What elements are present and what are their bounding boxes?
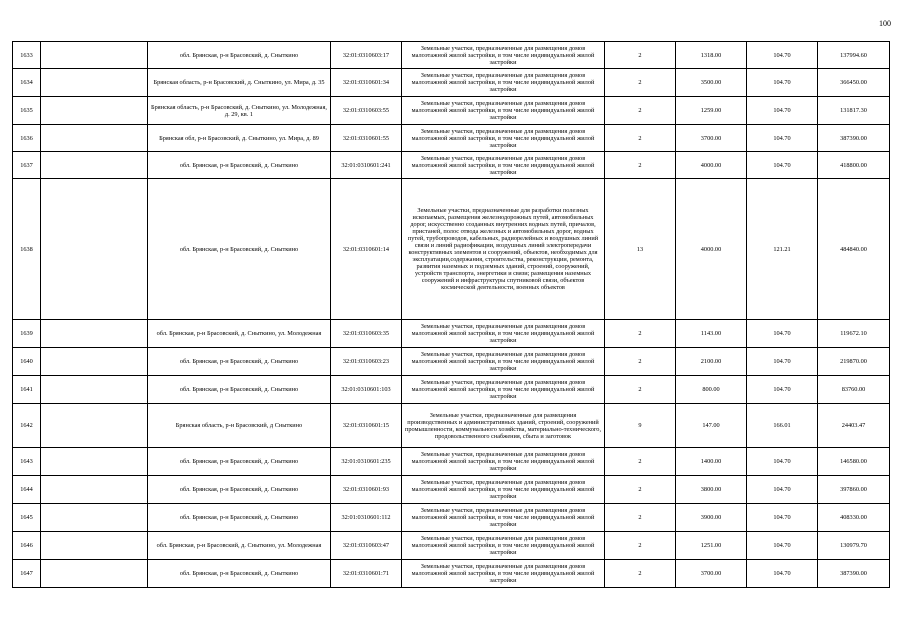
land-purpose-cell: Земельные участки, предназначенные для размещения домов малоэтажной жилой застройки, в том числе индивидуальной жилой застройки [402, 504, 605, 532]
page-number: 100 [879, 19, 891, 28]
table-row [13, 42, 890, 69]
land-purpose-cell: Земельные участки, предназначенные для размещения домов малоэтажной жилой застройки, в том числе индивидуальной жилой застройки [402, 97, 605, 125]
land-purpose-cell: Земельные участки, предназначенные для размещения домов малоэтажной жилой застройки, в том числе индивидуальной жилой застройки [402, 448, 605, 476]
land-purpose-cell: Земельные участки, предназначенные для размещения домов малоэтажной жилой застройки, в том числе индивидуальной жилой застройки [402, 42, 605, 69]
table-row [13, 560, 890, 588]
cadastral-value-cell: 137994.60 [818, 42, 890, 69]
cadastral-value-cell: 397860.00 [818, 476, 890, 504]
empty-cell [41, 152, 148, 179]
cadastral-number-cell: 32:01:0310601:241 [331, 152, 402, 179]
empty-cell [41, 404, 148, 448]
row-number: 1644 [13, 476, 41, 504]
specific-value-cell: 104.70 [747, 42, 818, 69]
row-number: 1643 [13, 448, 41, 476]
specific-value-cell: 104.70 [747, 125, 818, 152]
row-number: 1634 [13, 69, 41, 97]
land-purpose-cell: Земельные участки, предназначенные для размещения домов малоэтажной жилой застройки, в том числе индивидуальной жилой застройки [402, 152, 605, 179]
land-purpose-cell: Земельные участки, предназначенные для размещения домов малоэтажной жилой застройки, в том числе индивидуальной жилой застройки [402, 348, 605, 376]
table-row [13, 125, 890, 152]
land-purpose-cell: Земельные участки, предназначенные для размещения домов малоэтажной жилой застройки, в том числе индивидуальной жилой застройки [402, 320, 605, 348]
specific-value-cell: 104.70 [747, 69, 818, 97]
area-cell: 4000.00 [676, 152, 747, 179]
address-cell: обл. Брянская, р-н Брасовский, д. Сныткино [148, 376, 331, 404]
land-purpose-cell: Земельные участки, предназначенные для размещения домов малоэтажной жилой застройки, в том числе индивидуальной жилой застройки [402, 532, 605, 560]
area-cell: 3800.00 [676, 476, 747, 504]
specific-value-cell: 104.70 [747, 476, 818, 504]
address-cell: обл. Брянская, р-н Брасовский, д. Сныткино [148, 504, 331, 532]
table-row [13, 476, 890, 504]
land-purpose-cell: Земельные участки, предназначенные для размещения домов малоэтажной жилой застройки, в том числе индивидуальной жилой застройки [402, 560, 605, 588]
address-cell: обл. Брянская, р-н Брасовский, д. Сныткино, ул. Молодежная [148, 532, 331, 560]
area-cell: 2100.00 [676, 348, 747, 376]
empty-cell [41, 476, 148, 504]
table-row [13, 376, 890, 404]
area-cell: 3900.00 [676, 504, 747, 532]
cadastral-number-cell: 32:01:0310601:55 [331, 125, 402, 152]
cadastral-value-cell: 24403.47 [818, 404, 890, 448]
specific-value-cell: 104.70 [747, 152, 818, 179]
specific-value-cell: 104.70 [747, 348, 818, 376]
empty-cell [41, 69, 148, 97]
row-number: 1645 [13, 504, 41, 532]
purpose-group-cell: 9 [605, 404, 676, 448]
land-purpose-cell: Земельные участки, предназначенные для размещения домов малоэтажной жилой застройки, в том числе индивидуальной жилой застройки [402, 125, 605, 152]
area-cell: 1251.00 [676, 532, 747, 560]
table-row [13, 152, 890, 179]
purpose-group-cell: 2 [605, 376, 676, 404]
specific-value-cell: 104.70 [747, 560, 818, 588]
table-row [13, 320, 890, 348]
specific-value-cell: 121.21 [747, 179, 818, 320]
cadastral-number-cell: 32:01:0310603:55 [331, 97, 402, 125]
cadastral-number-cell: 32:01:0310601:14 [331, 179, 402, 320]
land-purpose-cell: Земельные участки, предназначенные для размещения домов малоэтажной жилой застройки, в том числе индивидуальной жилой застройки [402, 476, 605, 504]
cadastral-value-cell: 387390.00 [818, 560, 890, 588]
purpose-group-cell: 2 [605, 532, 676, 560]
purpose-group-cell: 2 [605, 560, 676, 588]
area-cell: 1318.00 [676, 42, 747, 69]
cadastral-number-cell: 32:01:0310601:235 [331, 448, 402, 476]
land-purpose-cell: Земельные участки, предназначенные для размещения домов малоэтажной жилой застройки, в том числе индивидуальной жилой застройки [402, 69, 605, 97]
purpose-group-cell: 2 [605, 97, 676, 125]
table-row [13, 448, 890, 476]
address-cell: обл. Брянская, р-н Брасовский, д. Сныткино [148, 560, 331, 588]
empty-cell [41, 320, 148, 348]
row-number: 1642 [13, 404, 41, 448]
row-number: 1639 [13, 320, 41, 348]
empty-cell [41, 448, 148, 476]
empty-cell [41, 532, 148, 560]
cadastral-value-cell: 146580.00 [818, 448, 890, 476]
address-cell: обл. Брянская, р-н Брасовский, д. Сныткино [148, 448, 331, 476]
table-body [13, 42, 890, 588]
specific-value-cell: 104.70 [747, 504, 818, 532]
land-purpose-cell: Земельные участки, предназначенные для разработки полезных ископаемых, размещения железнодорожных путей, автомобильных дорог, искусственно созданных внутренних водных путей, причалов, пристаней, полос отвода железных и автомобильных дорог, водных путей, трубопроводов, кабельных, радиорелейных и воздушных линий связи и линий радиофикации, воздушных линий электропередачи конструктивных элементов и сооружений, объектов, необходимых для эксплуатации,содержания, строительства, реконструкции, ремонта, развития наземных и подземных зданий, строений, сооружений, устройств транспорта, энергетики и связи; размещения наземных сооружений и инфраструктуры спутниковой связи, объектов космической деятельности, военных объектов [402, 179, 605, 320]
address-cell: Брянская обл, р-н Брасовский, д. Сныткино, ул. Мира, д. 89 [148, 125, 331, 152]
cadastral-number-cell: 32:01:0310603:35 [331, 320, 402, 348]
specific-value-cell: 104.70 [747, 376, 818, 404]
cadastral-value-cell: 484840.00 [818, 179, 890, 320]
address-cell: обл. Брянская, р-н Брасовский, д. Сныткино [148, 348, 331, 376]
empty-cell [41, 376, 148, 404]
area-cell: 3700.00 [676, 560, 747, 588]
purpose-group-cell: 2 [605, 320, 676, 348]
empty-cell [41, 97, 148, 125]
empty-cell [41, 504, 148, 532]
purpose-group-cell: 2 [605, 69, 676, 97]
purpose-group-cell: 2 [605, 476, 676, 504]
table-row [13, 532, 890, 560]
table-row [13, 504, 890, 532]
address-cell: обл. Брянская, р-н Брасовский, д. Сныткино [148, 42, 331, 69]
table-row [13, 404, 890, 448]
empty-cell [41, 42, 148, 69]
empty-cell [41, 125, 148, 152]
cadastral-value-cell: 131817.30 [818, 97, 890, 125]
area-cell: 1259.00 [676, 97, 747, 125]
empty-cell [41, 348, 148, 376]
cadastral-value-cell: 83760.00 [818, 376, 890, 404]
purpose-group-cell: 2 [605, 42, 676, 69]
address-cell: обл. Брянская, р-н Брасовский, д. Сныткино [148, 179, 331, 320]
cadastral-number-cell: 32:01:0310603:17 [331, 42, 402, 69]
cadastral-number-cell: 32:01:0310601:93 [331, 476, 402, 504]
row-number: 1638 [13, 179, 41, 320]
area-cell: 1400.00 [676, 448, 747, 476]
row-number: 1637 [13, 152, 41, 179]
cadastral-value-cell: 366450.00 [818, 69, 890, 97]
area-cell: 147.00 [676, 404, 747, 448]
row-number: 1641 [13, 376, 41, 404]
area-cell: 3700.00 [676, 125, 747, 152]
address-cell: Брянская область, р-н Брасовский, д Сныткино [148, 404, 331, 448]
cadastral-value-cell: 387390.00 [818, 125, 890, 152]
empty-cell [41, 560, 148, 588]
address-cell: Брянская область, р-н Брасовский, д. Сныткино, ул. Мира, д. 35 [148, 69, 331, 97]
row-number: 1633 [13, 42, 41, 69]
cadastral-number-cell: 32:01:0310601:15 [331, 404, 402, 448]
purpose-group-cell: 2 [605, 125, 676, 152]
specific-value-cell: 166.01 [747, 404, 818, 448]
purpose-group-cell: 2 [605, 448, 676, 476]
area-cell: 1143.00 [676, 320, 747, 348]
address-cell: обл. Брянская, р-н Брасовский, д. Сныткино, ул. Молодежная [148, 320, 331, 348]
row-number: 1647 [13, 560, 41, 588]
specific-value-cell: 104.70 [747, 97, 818, 125]
purpose-group-cell: 2 [605, 348, 676, 376]
cadastral-number-cell: 32:01:0310601:71 [331, 560, 402, 588]
specific-value-cell: 104.70 [747, 532, 818, 560]
row-number: 1636 [13, 125, 41, 152]
table-row [13, 69, 890, 97]
table-row [13, 348, 890, 376]
cadastral-value-cell: 130979.70 [818, 532, 890, 560]
cadastral-value-cell: 119672.10 [818, 320, 890, 348]
specific-value-cell: 104.70 [747, 320, 818, 348]
cadastral-number-cell: 32:01:0310601:112 [331, 504, 402, 532]
row-number: 1640 [13, 348, 41, 376]
table-row [13, 97, 890, 125]
address-cell: Брянская область, р-н Брасовский, д. Сныткино, ул. Молодежная, д. 29, кв. 1 [148, 97, 331, 125]
area-cell: 800.00 [676, 376, 747, 404]
specific-value-cell: 104.70 [747, 448, 818, 476]
area-cell: 3500.00 [676, 69, 747, 97]
cadastral-value-cell: 219870.00 [818, 348, 890, 376]
purpose-group-cell: 2 [605, 504, 676, 532]
area-cell: 4000.00 [676, 179, 747, 320]
land-registry-table [12, 41, 890, 588]
cadastral-number-cell: 32:01:0310603:23 [331, 348, 402, 376]
cadastral-number-cell: 32:01:0310603:47 [331, 532, 402, 560]
land-purpose-cell: Земельные участки, предназначенные для размещения производственных и административных зданий, строений, сооружений промышленности, коммунального хозяйства, материально-технического, продовольственного снабжения, сбыта и заготовок [402, 404, 605, 448]
address-cell: обл. Брянская, р-н Брасовский, д. Сныткино [148, 476, 331, 504]
cadastral-value-cell: 418800.00 [818, 152, 890, 179]
address-cell: обл. Брянская, р-н Брасовский, д. Сныткино [148, 152, 331, 179]
row-number: 1646 [13, 532, 41, 560]
purpose-group-cell: 2 [605, 152, 676, 179]
land-purpose-cell: Земельные участки, предназначенные для размещения домов малоэтажной жилой застройки, в том числе индивидуальной жилой застройки [402, 376, 605, 404]
cadastral-value-cell: 408330.00 [818, 504, 890, 532]
cadastral-number-cell: 32:01:0310601:34 [331, 69, 402, 97]
row-number: 1635 [13, 97, 41, 125]
empty-cell [41, 179, 148, 320]
table-row [13, 179, 890, 320]
purpose-group-cell: 13 [605, 179, 676, 320]
cadastral-number-cell: 32:01:0310601:103 [331, 376, 402, 404]
